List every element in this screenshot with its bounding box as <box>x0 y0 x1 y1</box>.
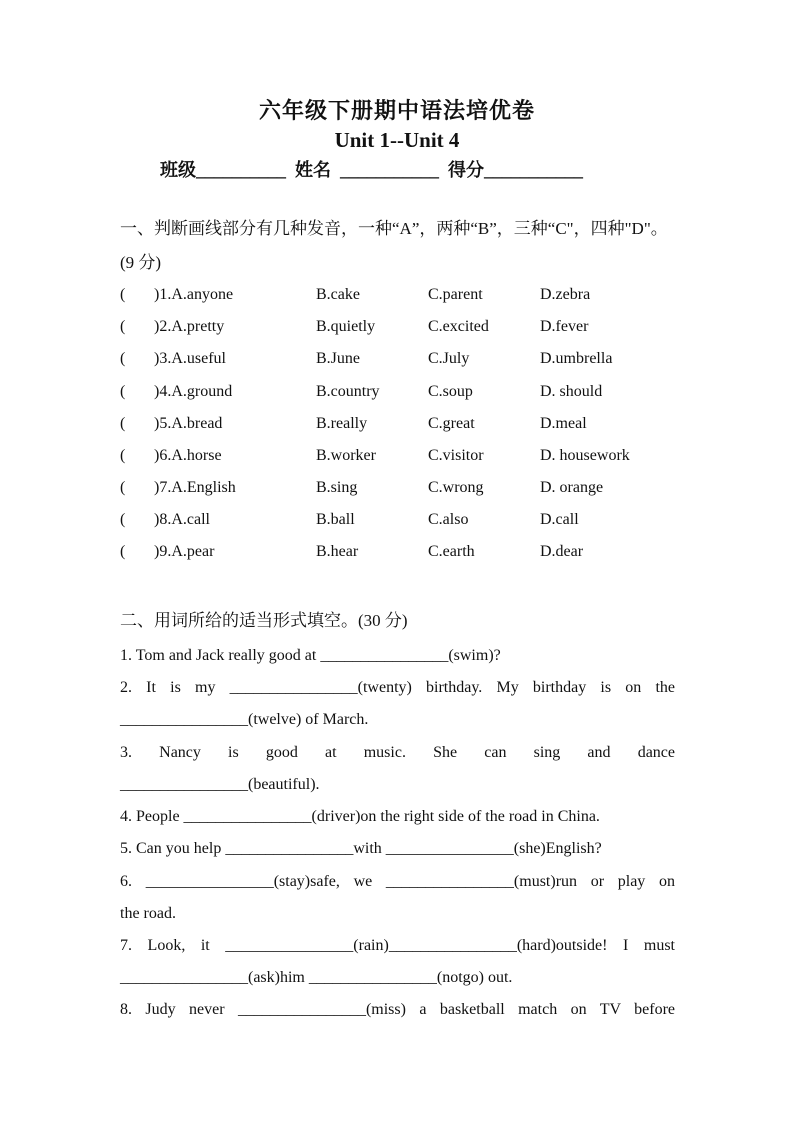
option-b: B.worker <box>316 447 376 464</box>
worksheet-subtitle: Unit 1--Unit 4 <box>334 128 460 152</box>
option-c: C.great <box>428 415 475 432</box>
option-b: B.country <box>316 383 380 400</box>
question-line: 2. It is my ________________(twenty) birthday. My birthday is on the <box>120 679 675 696</box>
list-item <box>120 318 680 350</box>
option-c: C.wrong <box>428 479 484 496</box>
section1-heading: 一、判断画线部分有几种发音，一种“A”，两种“B”，三种“C"，四种"D"。(9 分) <box>120 219 668 272</box>
option-c: C.parent <box>428 286 483 303</box>
option-b: B.cake <box>316 286 360 303</box>
option-a: )7.A.English <box>154 479 236 496</box>
list-item <box>120 286 680 318</box>
question-line: 5. Can you help ________________with ________________(she)English? <box>120 840 602 857</box>
option-d: D.umbrella <box>540 350 613 367</box>
option-b: B.sing <box>316 479 358 496</box>
option-c: C.July <box>428 350 470 367</box>
option-d: D. should <box>540 383 603 400</box>
option-a: )8.A.call <box>154 511 210 528</box>
option-c: C.earth <box>428 543 475 560</box>
answer-paren: ( <box>120 447 126 464</box>
option-b: B.hear <box>316 543 359 560</box>
list-item <box>120 350 680 382</box>
question-line: 7. Look, it ________________(rain)________________(hard)outside! I must <box>120 937 675 954</box>
answer-paren: ( <box>120 350 126 367</box>
answer-paren: ( <box>120 543 126 560</box>
option-a: )9.A.pear <box>154 543 215 560</box>
option-c: C.excited <box>428 318 489 335</box>
question-line: 8. Judy never ________________(miss) a basketball match on TV before <box>120 1001 675 1018</box>
question-line: 6. ________________(stay)safe, we ________________(must)run or play on <box>120 873 675 890</box>
student-info-line: 班级__________ 姓名 ___________ 得分___________ <box>160 160 583 180</box>
question-line: the road. <box>120 905 176 922</box>
option-d: D. housework <box>540 447 630 464</box>
answer-paren: ( <box>120 479 126 496</box>
list-item <box>120 415 680 447</box>
question-line: ________________(beautiful). <box>120 776 320 793</box>
option-d: D.fever <box>540 318 589 335</box>
option-d: D. orange <box>540 479 604 496</box>
question-line: 1. Tom and Jack really good at ________________(swim)? <box>120 647 501 664</box>
option-c: C.soup <box>428 383 473 400</box>
option-d: D.call <box>540 511 579 528</box>
question-line: ________________(twelve) of March. <box>120 711 369 728</box>
question-line: 3. Nancy is good at music. She can sing and dance <box>120 744 675 761</box>
option-b: B.quietly <box>316 318 376 335</box>
answer-paren: ( <box>120 415 126 432</box>
list-item <box>120 543 680 575</box>
section2-heading: 二、用词所给的适当形式填空。(30 分) <box>120 611 408 630</box>
question-line: 4. People ________________(driver)on the right side of the road in China. <box>120 808 600 825</box>
answer-paren: ( <box>120 511 126 528</box>
option-b: B.June <box>316 350 360 367</box>
answer-paren: ( <box>120 286 126 303</box>
list-item <box>120 479 680 511</box>
option-d: D.zebra <box>540 286 591 303</box>
option-d: D.dear <box>540 543 584 560</box>
option-c: C.visitor <box>428 447 484 464</box>
option-a: )1.A.anyone <box>154 286 234 303</box>
option-a: )2.A.pretty <box>154 318 225 335</box>
question-line: ________________(ask)him ________________(notgo) out. <box>120 969 513 986</box>
option-d: D.meal <box>540 415 587 432</box>
option-a: )5.A.bread <box>154 415 223 432</box>
answer-paren: ( <box>120 383 126 400</box>
answer-paren: ( <box>120 318 126 335</box>
worksheet-title: 六年级下册期中语法培优卷 <box>258 98 535 123</box>
option-c: C.also <box>428 511 469 528</box>
list-item <box>120 447 680 479</box>
list-item <box>120 383 680 415</box>
list-item <box>120 511 680 543</box>
option-a: )6.A.horse <box>154 447 222 464</box>
option-b: B.ball <box>316 511 355 528</box>
option-a: )3.A.useful <box>154 350 226 367</box>
option-b: B.really <box>316 415 368 432</box>
option-a: )4.A.ground <box>154 383 233 400</box>
